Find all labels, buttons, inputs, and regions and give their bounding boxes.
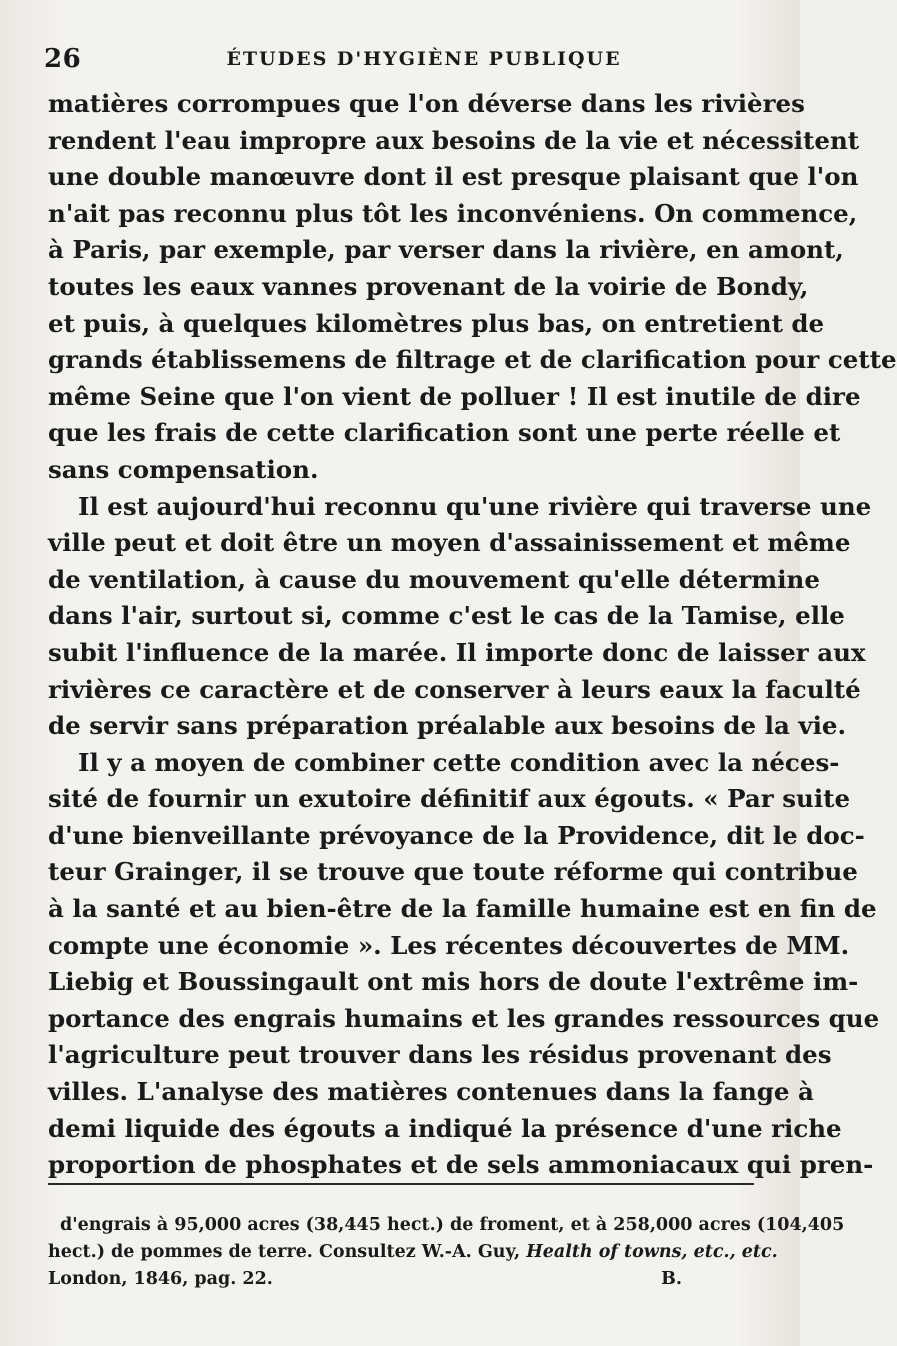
text-line: teur Grainger, il se trouve que toute réforme qui contribue (48, 857, 858, 887)
text-line: n'ait pas reconnu plus tôt les inconvéniens. On commence, (48, 198, 858, 228)
text-line: et puis, à quelques kilomètres plus bas, on entretient de (48, 308, 825, 338)
footnote (48, 1212, 845, 1293)
text-line: portance des engrais humains et les grandes ressources que (48, 1003, 880, 1033)
text-line: d'une bienveillante prévoyance de la Providence, dit le doc- (48, 820, 865, 850)
footnote-line (48, 1239, 778, 1266)
text-line: matières corrompues que l'on déverse dans les rivières (48, 89, 805, 118)
page-header (44, 44, 764, 74)
text-line: de ventilation, à cause du mouvement qu'elle détermine (48, 564, 820, 594)
footnote-separator (48, 1183, 754, 1185)
text-line: compte une économie ». Les récentes découvertes de MM. (48, 930, 850, 960)
text-line: sité de fournir un exutoire définitif aux égouts. « Par suite (48, 784, 851, 814)
text-line: toutes les eaux vannes provenant de la voirie de Bondy, (48, 271, 809, 301)
text-line: une double manœuvre dont il est presque plaisant que l'on (48, 162, 859, 192)
footnote-text: London, 1846, pag. 22. (48, 1269, 273, 1289)
text-line: ville peut et doit être un moyen d'assainissement et même (48, 528, 851, 558)
text-line: à la santé et au bien-être de la famille humaine est en fin de (48, 894, 877, 924)
text-line: l'agriculture peut trouver dans les résidus provenant des (48, 1040, 832, 1070)
text-line: proportion de phosphates et de sels ammoniacaux qui pren- (48, 1150, 874, 1180)
page-number: 26 (44, 44, 82, 74)
text-line: même Seine que l'on vient de polluer ! Il est inutile de dire (48, 381, 861, 411)
text-line: rivières ce caractère et de conserver à leurs eaux la faculté (48, 674, 861, 704)
text-line: rendent l'eau impropre aux besoins de la vie et nécessitent (48, 125, 860, 155)
footnote-citation-title: Health of towns, etc., etc. (526, 1242, 778, 1262)
text-line: Liebig et Boussingault ont mis hors de doute l'extrême im- (48, 967, 859, 997)
footnote-line (48, 1266, 754, 1293)
footnote-text: hect.) de pommes de terre. Consultez W.-A. Guy, (48, 1242, 527, 1262)
running-head: ÉTUDES D'HYGIÈNE PUBLIQUE (226, 48, 622, 70)
text-line: Il est aujourd'hui reconnu qu'une rivière qui traverse une (78, 491, 872, 521)
footnote-line: d'engrais à 95,000 acres (38,445 hect.) de froment, et à 258,000 acres (104,405 (60, 1215, 845, 1235)
text-line: subit l'influence de la marée. Il importe donc de laisser aux (48, 637, 866, 667)
footnote-signature: B. (661, 1269, 682, 1289)
text-line: grands établissemens de filtrage et de clarification pour cette (48, 345, 897, 375)
text-line: de servir sans préparation préalable aux besoins de la vie. (48, 711, 847, 741)
body-text (48, 86, 897, 1184)
text-line: sans compensation. (48, 454, 319, 484)
text-line: villes. L'analyse des matières contenues dans la fange à (48, 1077, 814, 1107)
text-line: Il y a moyen de combiner cette condition avec la néces- (78, 747, 840, 777)
text-line: dans l'air, surtout si, comme c'est le cas de la Tamise, elle (48, 601, 845, 631)
text-line: à Paris, par exemple, par verser dans la rivière, en amont, (48, 235, 844, 265)
text-line: demi liquide des égouts a indiqué la présence d'une riche (48, 1113, 842, 1143)
text-line: que les frais de cette clarification sont une perte réelle et (48, 418, 841, 448)
